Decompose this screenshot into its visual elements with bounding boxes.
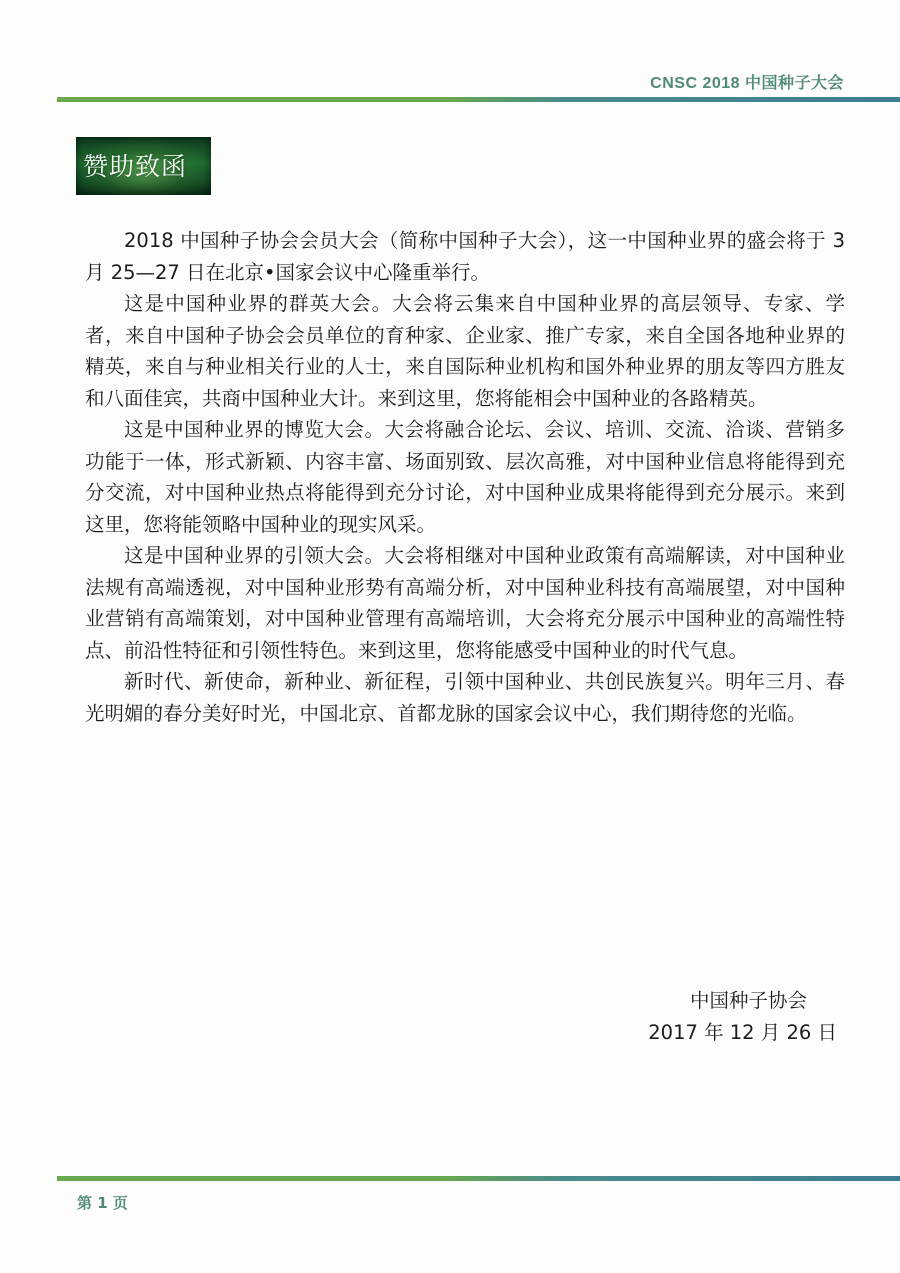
signature-block <box>648 985 837 1049</box>
letter-paragraph: 这是中国种业界的引领大会。大会将相继对中国种业政策有高端解读，对中国种业法规有高端透视，对中国种业形势有高端分析，对中国种业科技有高端展望，对中国种业营销有高端策划，对中国种业管理有高端培训，大会将充分展示中国种业的高端性特点、前沿性特征和引领性特色。来到这里，您将能感受中国种业的时代气息。 <box>85 544 845 662</box>
section-label-banner <box>76 137 211 195</box>
signature-organization: 中国种子协会 <box>689 989 807 1012</box>
section-label: 赞助致函 <box>83 152 188 181</box>
letter-paragraph: 新时代、新使命，新种业、新征程，引领中国种业、共创民族复兴。明年三月、春光明媚的春分美好时光，中国北京、首都龙脉的国家会议中心，我们期待您的光临。 <box>85 670 845 725</box>
header-title: CNSC 2018 中国种子大会 <box>650 75 844 92</box>
letter-paragraph: 这是中国种业界的博览大会。大会将融合论坛、会议、培训、交流、洽谈、营销多功能于一体，形式新颖、内容丰富、场面别致、层次高雅，对中国种业信息将能得到充分交流，对中国种业热点将能得到充分讨论，对中国种业成果将能得到充分展示。来到这里，您将能领略中国种业的现实风采。 <box>85 418 845 536</box>
letter-paragraph: 这是中国种业界的群英大会。大会将云集来自中国种业界的高层领导、专家、学者，来自中国种子协会会员单位的育种家、企业家、推广专家，来自全国各地种业界的精英，来自与种业相关行业的人士，来自国际种业机构和国外种业界的朋友等四方胜友和八面佳宾，共商中国种业大计。来到这里，您将能相会中国种业的各路精英。 <box>85 292 845 410</box>
letter-body <box>85 225 845 729</box>
page-number: 第 1 页 <box>77 1194 128 1212</box>
letter-paragraph: 2018 中国种子协会会员大会（简称中国种子大会），这一中国种业界的盛会将于 3 月 25—27 日在北京•国家会议中心隆重举行。 <box>85 229 845 284</box>
header-divider <box>57 97 900 102</box>
footer-divider <box>57 1176 900 1181</box>
signature-date: 2017 年 12 月 26 日 <box>648 1021 837 1044</box>
